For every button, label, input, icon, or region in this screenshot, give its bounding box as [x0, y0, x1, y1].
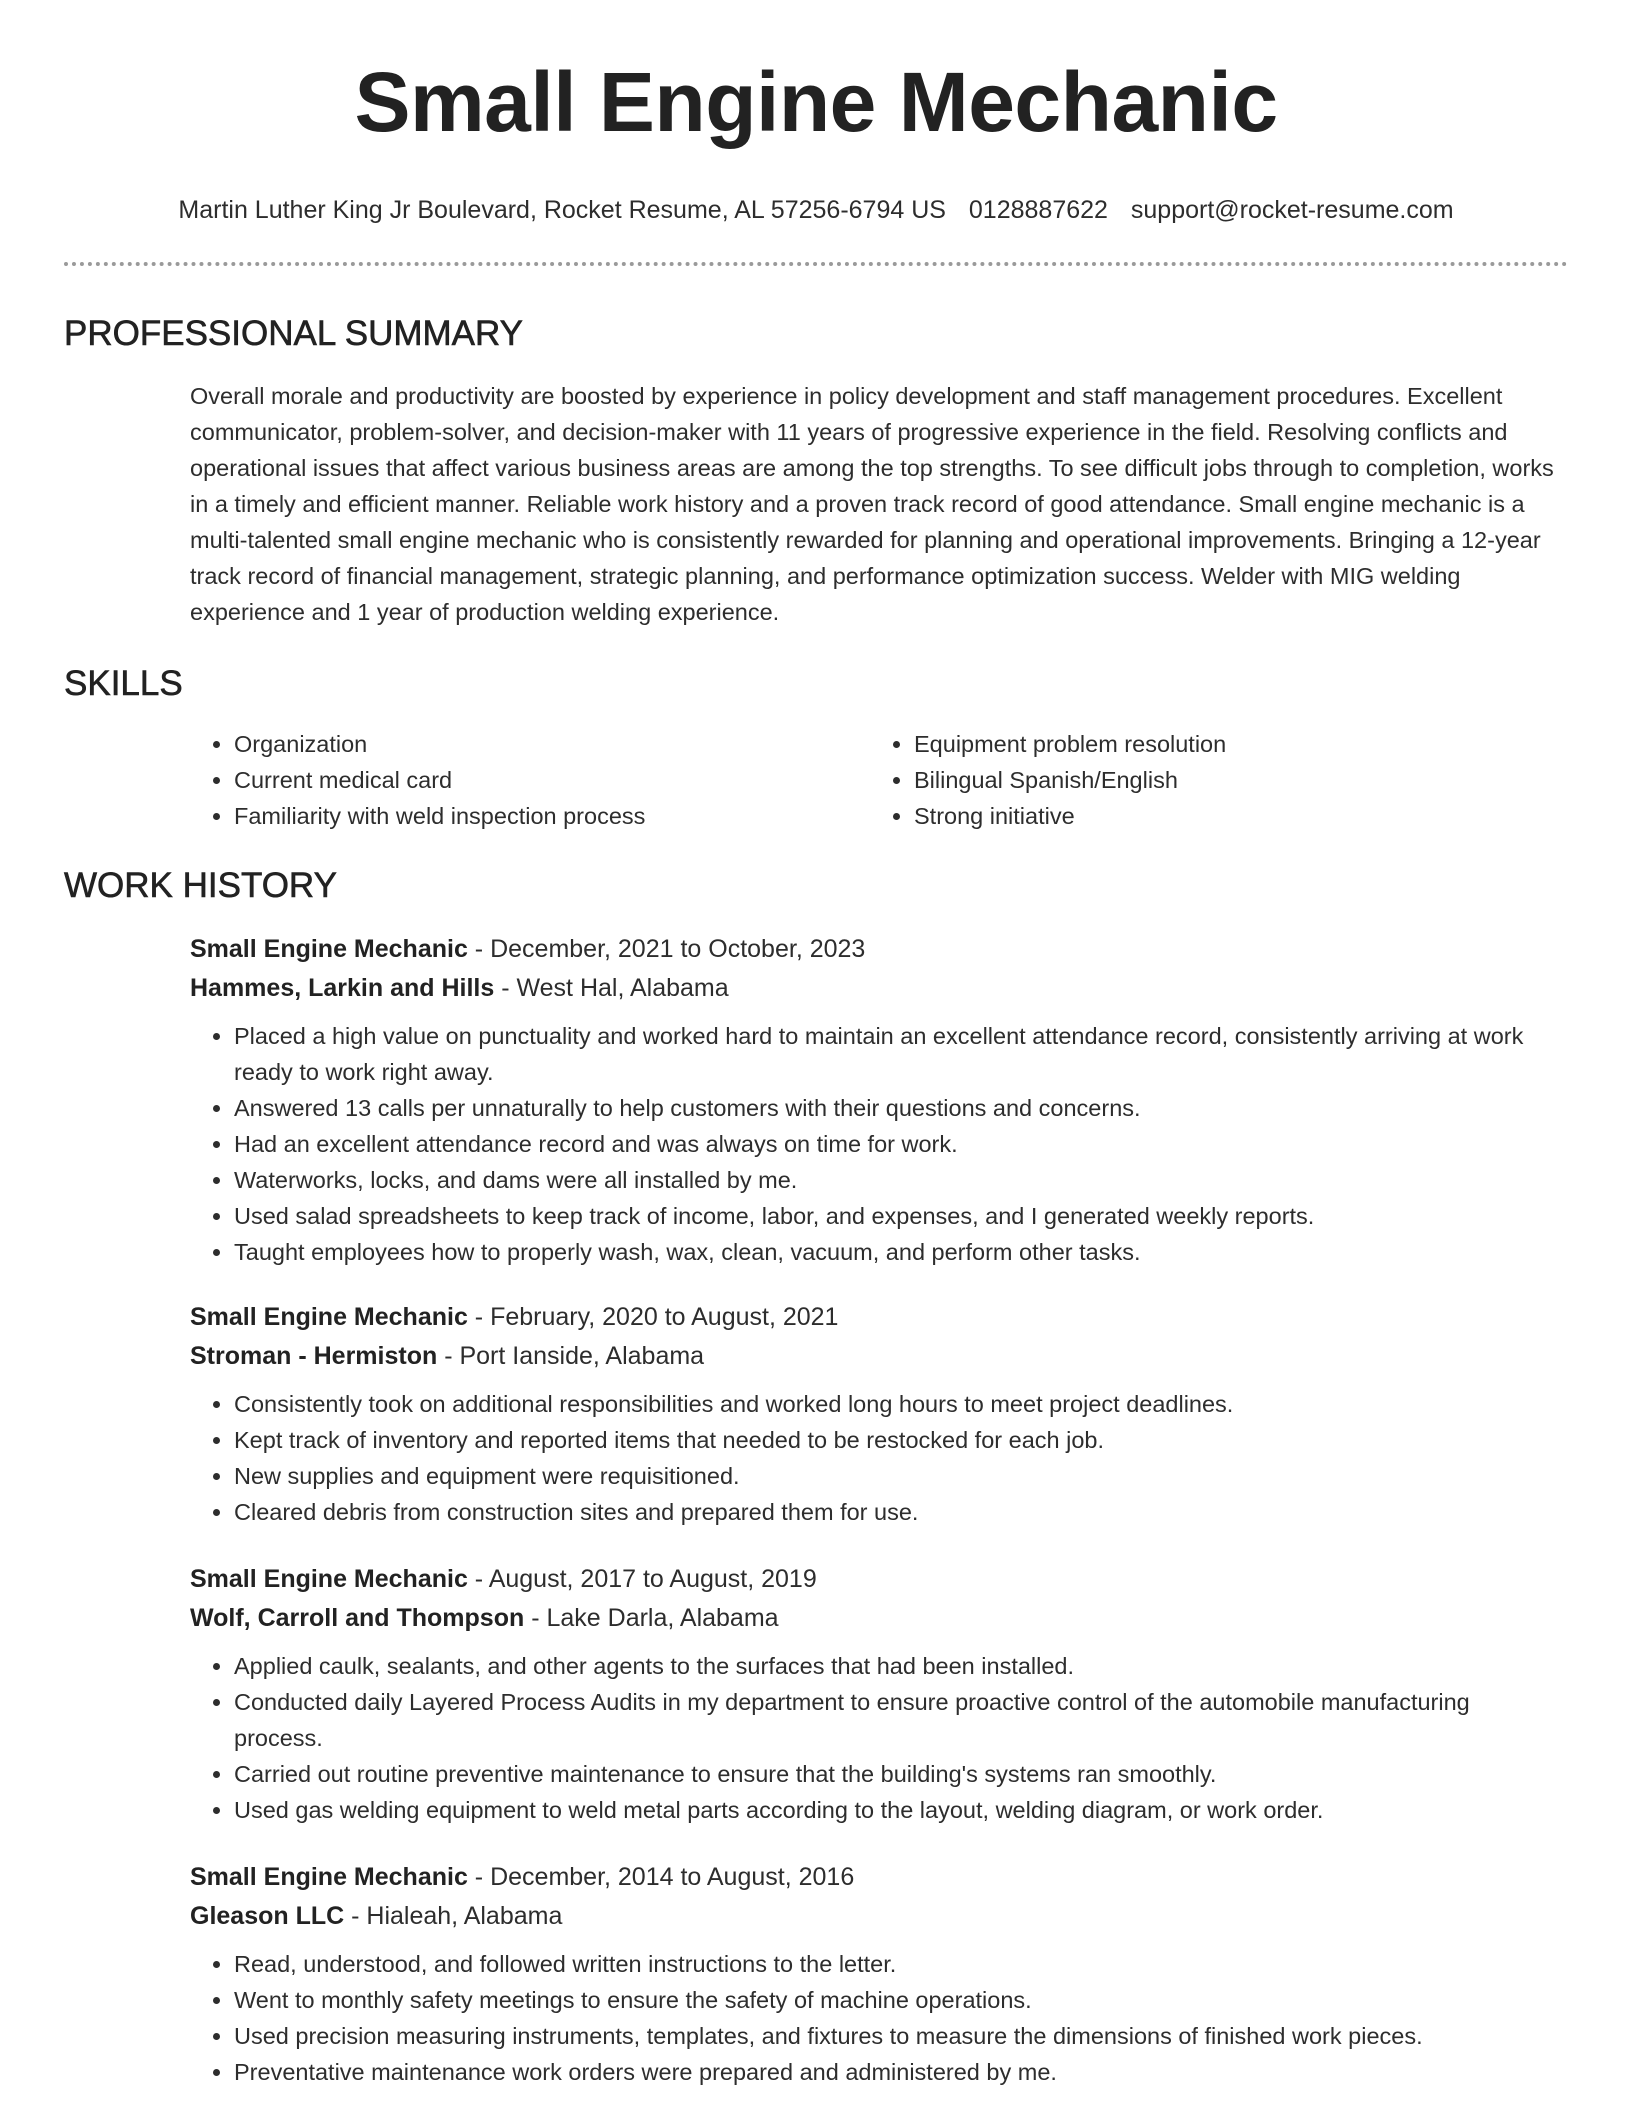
job-company: Stroman - Hermiston — [190, 1342, 438, 1370]
job-location: - Hialeah, Alabama — [344, 1902, 563, 1930]
job-location: - Lake Darla, Alabama — [524, 1604, 779, 1632]
job-bullets — [190, 1946, 1568, 2090]
contact-line — [64, 194, 1568, 226]
job-company-line — [190, 1337, 1568, 1376]
job-bullets — [190, 1018, 1568, 1270]
job-bullet: • Taught employees how to properly wash, wax, clean, vacuum, and perform other tasks. — [234, 1234, 1568, 1270]
job-title-line — [190, 1858, 1568, 1897]
job-bullet: • Had an excellent attendance record and was always on time for work. — [234, 1126, 1568, 1162]
skill-item: • Current medical card — [234, 762, 870, 798]
skills-column-right — [870, 726, 1226, 834]
skill-item: • Equipment problem resolution — [914, 726, 1226, 762]
job-company-line — [190, 1599, 1568, 1638]
job-bullet: • Cleared debris from construction sites and prepared them for use. — [234, 1494, 1568, 1530]
skill-item: • Strong initiative — [914, 798, 1226, 834]
skill-item: • Bilingual Spanish/English — [914, 762, 1226, 798]
job-entry — [190, 1298, 1568, 1530]
skills-heading: SKILLS — [64, 664, 183, 703]
page-title: Small Engine Mechanic — [354, 55, 1278, 149]
job-bullet: • Used salad spreadsheets to keep track of income, labor, and expenses, and I generated weekly reports. — [234, 1198, 1568, 1234]
job-dates: - August, 2017 to August, 2019 — [467, 1565, 817, 1593]
job-entry — [190, 930, 1568, 1270]
job-bullets — [190, 1386, 1568, 1530]
job-company-line — [190, 969, 1568, 1008]
job-bullet: • Read, understood, and followed written instructions to the letter. — [234, 1946, 1568, 1982]
job-bullet: • New supplies and equipment were requisitioned. — [234, 1458, 1568, 1494]
skill-item: • Familiarity with weld inspection process — [234, 798, 870, 834]
job-bullet: • Used precision measuring instruments, templates, and fixtures to measure the dimensions of finished work pieces. — [234, 2018, 1568, 2054]
job-company: Wolf, Carroll and Thompson — [190, 1604, 525, 1632]
contact-email: support@rocket-resume.com — [1130, 196, 1454, 224]
job-location: - Port Ianside, Alabama — [437, 1342, 705, 1370]
job-entry — [190, 1858, 1568, 2090]
job-dates: - December, 2021 to October, 2023 — [467, 935, 866, 963]
job-location: - West Hal, Alabama — [494, 974, 729, 1002]
job-company: Gleason LLC — [190, 1902, 345, 1930]
job-dates: - December, 2014 to August, 2016 — [467, 1863, 855, 1891]
job-bullet: • Preventative maintenance work orders were prepared and administered by me. — [234, 2054, 1568, 2090]
skill-item: • Organization — [234, 726, 870, 762]
job-company-line — [190, 1897, 1568, 1936]
job-title: Small Engine Mechanic — [190, 935, 468, 963]
summary-heading: PROFESSIONAL SUMMARY — [64, 314, 523, 353]
job-bullet: • Went to monthly safety meetings to ensure the safety of machine operations. — [234, 1982, 1568, 2018]
job-title-line — [190, 1298, 1568, 1337]
job-title-line — [190, 930, 1568, 969]
job-dates: - February, 2020 to August, 2021 — [467, 1303, 839, 1331]
job-entry — [190, 1560, 1568, 1828]
contact-address: Martin Luther King Jr Boulevard, Rocket Resume, AL 57256-6794 US — [178, 196, 946, 224]
job-bullet: • Used gas welding equipment to weld metal parts according to the layout, welding diagram, or work order. — [234, 1792, 1568, 1828]
job-bullets — [190, 1648, 1568, 1828]
job-bullet: • Kept track of inventory and reported items that needed to be restocked for each job. — [234, 1422, 1568, 1458]
job-bullet: • Waterworks, locks, and dams were all installed by me. — [234, 1162, 1568, 1198]
header-divider — [64, 262, 1568, 266]
work-history-heading: WORK HISTORY — [64, 866, 337, 905]
job-bullet: • Carried out routine preventive maintenance to ensure that the building's systems ran smoothly. — [234, 1756, 1568, 1792]
contact-phone: 0128887622 — [968, 196, 1108, 224]
job-title: Small Engine Mechanic — [190, 1303, 468, 1331]
job-bullet: • Applied caulk, sealants, and other agents to the surfaces that had been installed. — [234, 1648, 1568, 1684]
skills-list — [190, 726, 1568, 834]
job-bullet: • Placed a high value on punctuality and worked hard to maintain an excellent attendance record, consistently arriving at work ready to work right away. — [234, 1018, 1568, 1090]
job-bullet: • Answered 13 calls per unnaturally to help customers with their questions and concerns. — [234, 1090, 1568, 1126]
job-bullet: • Consistently took on additional responsibilities and worked long hours to meet project deadlines. — [234, 1386, 1568, 1422]
summary-text: Overall morale and productivity are boosted by experience in policy development and staff management procedures. Excellent communicator, problem-solver, and decision-maker with 11 years of progressive experience in the field. Resolving conflicts and operational issues that affect various business areas are among the top strengths. To see difficult jobs through to completion, works in a timely and efficient manner. Reliable work history and a proven track record of good attendance. Small engine mechanic is a multi-talented small engine mechanic who is consistently rewarded for planning and operational improvements. Bringing a 12-year track record of financial management, strategic planning, and performance optimization success. Welder with MIG welding experience and 1 year of production welding experience. — [190, 383, 1554, 625]
job-title: Small Engine Mechanic — [190, 1863, 468, 1891]
job-company: Hammes, Larkin and Hills — [190, 974, 495, 1002]
skills-column-left — [190, 726, 870, 834]
job-bullet: • Conducted daily Layered Process Audits in my department to ensure proactive control of the automobile manufacturing process. — [234, 1684, 1568, 1756]
job-title-line — [190, 1560, 1568, 1599]
job-title: Small Engine Mechanic — [190, 1565, 468, 1593]
